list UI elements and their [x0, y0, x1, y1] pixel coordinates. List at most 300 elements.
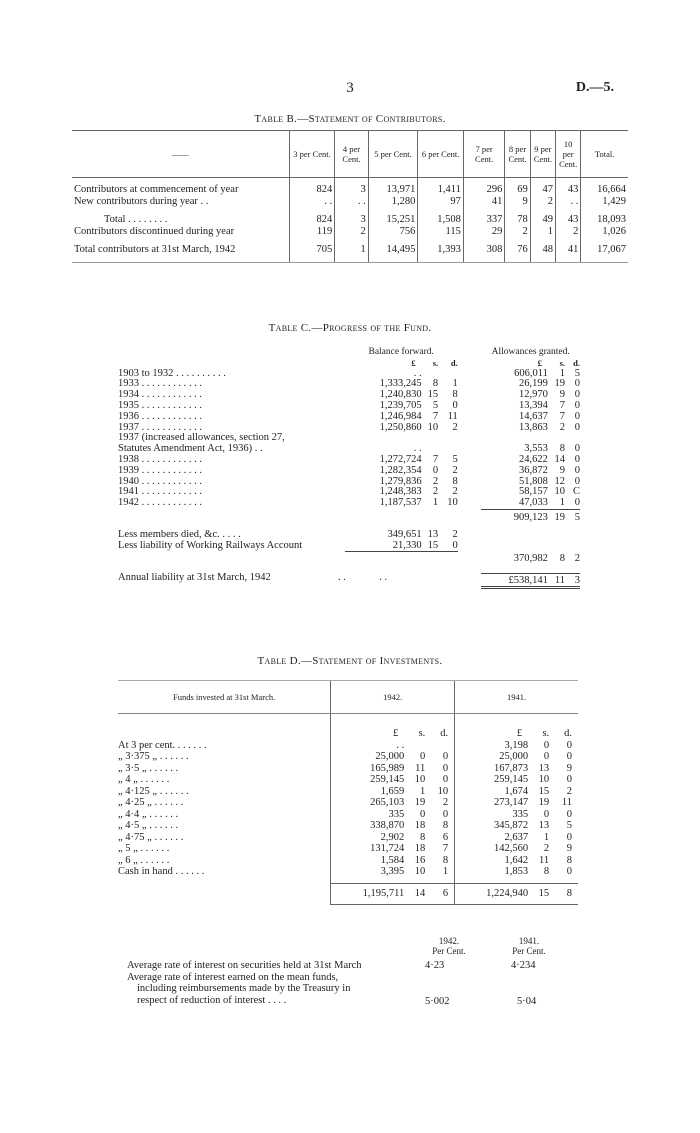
table-row [118, 466, 580, 477]
table-row [72, 184, 628, 196]
cell: 29 [463, 226, 505, 238]
less-total-pounds: 370,982 [513, 552, 548, 564]
cell: 335 [455, 809, 529, 821]
cell: 1,240,830 [379, 389, 422, 401]
cell: 41 [556, 244, 581, 263]
cell: 15,251 [368, 214, 418, 226]
cell: 705 [289, 244, 335, 263]
cell: 2 [335, 226, 368, 238]
row-label: „ 4·125 „ . . . . . . [118, 785, 189, 797]
cell: 78 [505, 214, 530, 226]
cell: . . [335, 196, 368, 208]
table-row [118, 832, 578, 844]
cell: 0 [452, 539, 458, 551]
cell: 19 [538, 797, 550, 808]
cell: 13,971 [368, 184, 418, 196]
annual-liability-pence: 3 [565, 573, 580, 588]
cell: 24,622 [519, 453, 548, 465]
table-row [118, 573, 580, 588]
cell: 14,637 [519, 410, 548, 422]
cell: 167,873 [455, 763, 529, 775]
row-label: „ 4·4 „ . . . . . . [118, 808, 179, 820]
cell: 3,198 [455, 740, 529, 752]
rate-1942: 4·23 [425, 960, 445, 971]
rates-header-1941-unit: Per Cent. [512, 946, 546, 956]
rate-1941: 4·234 [511, 960, 536, 971]
table-row [118, 866, 578, 878]
cell [422, 433, 438, 444]
cell: 49 [530, 214, 555, 226]
cell: 9 [559, 464, 565, 476]
total-1942-pounds: 1,195,711 [331, 884, 405, 905]
cell: 7 [559, 399, 565, 411]
unit-pounds: £ [331, 728, 405, 740]
cell: 1,187,537 [379, 497, 422, 509]
rate-1941: 5·04 [517, 995, 537, 1007]
rate-label: Average rate of interest earned on the mean funds, [127, 971, 339, 983]
cell: 1,272,724 [379, 453, 422, 465]
cell: 11 [447, 410, 458, 422]
unit-pence: d. [450, 357, 458, 368]
row-label: New contributors during year . . [74, 196, 209, 207]
cell: 8 [420, 831, 426, 843]
cell: 13,863 [519, 421, 548, 433]
total-1942-pence: 6 [425, 884, 454, 905]
cell: 0 [566, 751, 572, 762]
unit-shillings: s. [542, 728, 550, 739]
annual-liability-balance: . . [379, 572, 388, 584]
cell: 18 [414, 820, 426, 831]
cell: 2 [432, 486, 439, 498]
unit-pence: d. [573, 357, 580, 368]
rate-label: including reimbursements made by the Treasury in [137, 983, 351, 994]
row-label: 1937 . . . . . . . . . . . . [118, 421, 202, 433]
cell: 273,147 [455, 797, 529, 809]
table-row [118, 541, 580, 552]
cell [345, 433, 422, 444]
table-row [118, 763, 578, 775]
cell: 9 [566, 843, 572, 854]
cell: 36,872 [519, 464, 548, 476]
table-row [72, 196, 628, 208]
table-row [118, 498, 580, 509]
row-label: „ 3·375 „ . . . . . . [118, 751, 189, 762]
annual-liability-pounds: £538,141 [481, 573, 547, 588]
cell: 1,853 [455, 866, 529, 878]
cell: 3 [335, 214, 368, 226]
table-b-header-9pc: 9 per Cent. [530, 131, 555, 178]
cell: 43 [556, 214, 581, 226]
cell: 1 [559, 497, 565, 509]
unit-shillings: s. [559, 357, 565, 368]
unit-pounds: £ [537, 357, 542, 368]
table-row [118, 740, 578, 752]
row-label: 1934 . . . . . . . . . . . . [118, 389, 202, 401]
cell: 2 [432, 475, 439, 487]
row-label: Less liability of Working Railways Account [118, 539, 303, 551]
cell: 10 [538, 774, 550, 785]
row-label: 1933 . . . . . . . . . . . . [118, 378, 202, 390]
cell: 131,724 [331, 843, 405, 855]
cell: 5 [574, 367, 580, 379]
cell: 58,157 [519, 486, 548, 498]
cell: 10 [414, 774, 426, 785]
annual-liability-shillings: 11 [548, 573, 565, 588]
cell: . . [289, 196, 335, 208]
cell: 2 [442, 797, 449, 808]
cell: 2,902 [331, 832, 405, 844]
table-b-header-5pc: 5 per Cent. [368, 131, 418, 178]
cell: 17,067 [581, 244, 628, 263]
cell: 3 [335, 184, 368, 196]
cell: 10 [437, 785, 449, 797]
cell: 15 [538, 785, 550, 797]
cell: 2 [505, 226, 530, 238]
unit-pounds: £ [455, 728, 529, 740]
table-d-investments [118, 680, 578, 905]
table-b-header-7pc: 7 per Cent. [463, 131, 505, 178]
table-row [72, 226, 628, 238]
cell [438, 433, 458, 444]
cell: 5 [452, 453, 458, 465]
table-b-caption-prefix: Table B. [254, 113, 298, 125]
cell: 2 [452, 421, 458, 433]
total-1941-pounds: 1,224,940 [455, 884, 529, 905]
cell: 1,248,383 [379, 486, 422, 498]
cell [404, 740, 425, 752]
cell: 0 [442, 751, 449, 762]
row-label: Total contributors at 31st March, 1942 [72, 244, 289, 263]
cell: 1,239,705 [379, 399, 422, 411]
cell: 5 [432, 399, 439, 411]
table-row [118, 797, 578, 809]
cell: 1 [543, 831, 550, 843]
row-label: „ 3·5 „ . . . . . . [118, 762, 179, 774]
cell: 41 [463, 196, 505, 208]
row-label: 1942 . . . . . . . . . . . . [118, 497, 202, 509]
table-b-caption [0, 113, 700, 125]
cell: 1,429 [581, 196, 628, 208]
total-1941-shillings: 15 [528, 884, 549, 905]
cell: 7 [432, 453, 439, 465]
cell: 8 [566, 854, 572, 866]
cell: 6 [442, 831, 449, 843]
annual-liability-label: Annual liability at 31st March, 1942 [118, 572, 271, 584]
cell: 1 [559, 367, 565, 379]
cell: 13 [538, 762, 550, 774]
cell: 0 [574, 378, 580, 390]
table-d-header-1941: 1941. [455, 681, 578, 714]
cell: 2 [543, 843, 550, 854]
cell: 308 [463, 244, 505, 263]
cell: 0 [574, 443, 580, 455]
rate-label: respect of reduction of interest . . . . [137, 994, 287, 1006]
cell: 0 [566, 739, 572, 751]
cell: 13 [427, 528, 439, 540]
rate-label: Average rate of interest on securities held at 31st March [127, 960, 362, 971]
cell [425, 740, 454, 752]
row-label: 1937 (increased allowances, section 27, [118, 432, 285, 444]
cell: 8 [452, 475, 458, 487]
row-label: „ 5 „ . . . . . . [118, 843, 170, 854]
table-b-caption-title: —Statement of Contributors. [297, 113, 446, 125]
row-label: „ 4·75 „ . . . . . . [118, 831, 184, 843]
cell: 15 [427, 539, 439, 551]
cell: 11 [561, 797, 572, 808]
cell: 1,642 [455, 855, 529, 867]
cell: 0 [574, 421, 580, 433]
cell: 43 [556, 184, 581, 196]
cell: 1 [452, 378, 458, 390]
rates-header-1941: 1941. [518, 936, 540, 946]
row-label: „ 4·5 „ . . . . . . [118, 820, 179, 831]
cell: 349,651 [387, 528, 422, 540]
row-label: 1935 . . . . . . . . . . . . [118, 399, 202, 411]
cell: 9 [566, 762, 572, 774]
cell: 9 [559, 389, 565, 401]
cell: 0 [566, 831, 572, 843]
row-label: Contributors discontinued during year [74, 226, 235, 237]
cell: 1,584 [331, 855, 405, 867]
table-row [118, 530, 580, 541]
cell: 2 [559, 421, 565, 433]
cell: 1,280 [368, 196, 418, 208]
cell: 16,664 [581, 184, 628, 196]
allowances-total-pounds: 909,123 [481, 509, 547, 523]
row-label: Contributors at commencement of year [74, 184, 239, 195]
cell: 13,394 [519, 399, 548, 411]
cell: 25,000 [455, 751, 529, 763]
cell: 2 [566, 785, 572, 797]
table-d-caption-title: —Statement of Investments. [300, 655, 443, 667]
cell: 1,508 [418, 214, 464, 226]
table-c-caption [0, 322, 700, 334]
cell: 26,199 [519, 378, 548, 390]
table-b-stub-header: —— [72, 131, 289, 178]
unit-pence: d. [440, 728, 449, 739]
cell: 0 [420, 808, 426, 820]
cell: 119 [289, 226, 335, 238]
table-b-header-3pc: 3 per Cent. [289, 131, 335, 178]
table-b-header-row [72, 131, 628, 178]
cell: 0 [543, 808, 550, 820]
cell: . . [413, 443, 422, 455]
rates-header-1942: 1942. [438, 936, 460, 946]
cell: 1 [420, 785, 426, 797]
cell: 8 [452, 389, 458, 401]
cell: 97 [418, 196, 464, 208]
cell: 265,103 [331, 797, 405, 809]
cell: 12 [554, 475, 565, 487]
cell: 0 [442, 808, 449, 820]
cell: 0 [442, 762, 449, 774]
cell: . . [413, 367, 422, 379]
cell: 1,659 [331, 786, 405, 798]
cell: 337 [463, 214, 505, 226]
table-b-header-6pc: 6 per Cent. [418, 131, 464, 178]
cell: 2,637 [455, 832, 529, 844]
table-d-header-1942: 1942. [331, 681, 455, 714]
table-b-header-10pc: 10 per Cent. [556, 131, 581, 178]
cell: 824 [289, 214, 335, 226]
cell: 10 [414, 866, 426, 877]
cell: 1,674 [455, 786, 529, 798]
table-row [118, 809, 578, 821]
row-label: 1936 . . . . . . . . . . . . [118, 410, 202, 422]
total-1941-pence: 8 [549, 884, 578, 905]
cell: 69 [505, 184, 530, 196]
cell: 0 [543, 739, 550, 751]
cell: 0 [452, 399, 458, 411]
cell: 19 [414, 797, 426, 808]
cell: 8 [442, 854, 449, 866]
rate-row [127, 972, 567, 1007]
row-label: 1940 . . . . . . . . . . . . [118, 475, 202, 487]
cell: 11 [415, 762, 426, 774]
cell: 16 [414, 854, 426, 866]
table-d-caption-prefix: Table D. [257, 655, 301, 667]
cell: 1,333,245 [379, 378, 422, 390]
cell: 0 [566, 866, 572, 877]
less-total-pence: 2 [574, 552, 580, 564]
cell: 3,395 [331, 866, 405, 878]
table-row [118, 786, 578, 798]
row-label: Total . . . . . . . . [104, 214, 168, 225]
row-label: Cash in hand . . . . . . [118, 866, 205, 877]
cell: 10 [447, 497, 458, 509]
cell: 259,145 [455, 774, 529, 786]
cell: 14 [554, 453, 565, 465]
cell: 1 [530, 226, 555, 238]
cell: 15 [427, 389, 439, 401]
cell: 48 [530, 244, 555, 263]
cell: 2 [452, 464, 458, 476]
table-row [118, 855, 578, 867]
cell: 11 [539, 854, 550, 866]
cell: 1,411 [418, 184, 464, 196]
allowances-total-pence: 5 [565, 509, 580, 523]
cell: . . [556, 196, 581, 208]
cell: 756 [368, 226, 418, 238]
total-1942-shillings: 14 [404, 884, 425, 905]
cell: 0 [574, 389, 580, 401]
annual-liability-dots: . . [338, 572, 346, 584]
cell: 21,330 [392, 539, 422, 551]
cell: 115 [418, 226, 464, 238]
row-label: 1903 to 1932 . . . . . . . . . . [118, 367, 226, 379]
cell: 0 [432, 464, 439, 476]
cell: 1,282,354 [379, 464, 422, 476]
table-row [72, 244, 628, 263]
table-row [72, 214, 628, 226]
cell: 0 [574, 497, 580, 509]
unit-shillings: s. [418, 728, 426, 739]
table-row [118, 843, 578, 855]
table-c-header-allowances: Allowances granted. [491, 347, 570, 357]
cell: 0 [574, 475, 580, 487]
cell: 335 [331, 809, 405, 821]
cell: 8 [559, 443, 565, 455]
interest-rates [127, 936, 567, 1006]
cell: 1 [432, 497, 439, 509]
cell: 25,000 [331, 751, 405, 763]
cell: 1,026 [581, 226, 628, 238]
cell: 1,393 [418, 244, 464, 263]
cell: 8 [442, 820, 449, 831]
cell: 8 [432, 378, 439, 390]
cell: 0 [566, 808, 572, 820]
cell: 10 [554, 486, 565, 498]
cell: 1 [335, 244, 368, 263]
table-b-header-total: Total. [581, 131, 628, 178]
cell: 2 [556, 226, 581, 238]
cell: 165,989 [331, 763, 405, 775]
rate-1942: 5·002 [425, 995, 450, 1007]
cell: . . [331, 740, 405, 752]
cell: 18 [414, 843, 426, 854]
cell: 1 [442, 866, 449, 877]
cell: 259,145 [331, 774, 405, 786]
unit-pounds: £ [411, 357, 416, 368]
rates-header-1942-unit: Per Cent. [432, 946, 466, 956]
cell: 2 [452, 528, 458, 540]
row-label: „ 6 „ . . . . . . [118, 854, 170, 866]
table-d-header-funds: Funds invested at 31st March. [118, 681, 331, 714]
cell: 2 [530, 196, 555, 208]
cell: 1,246,984 [379, 410, 422, 422]
cell: 18,093 [581, 214, 628, 226]
cell: 606,011 [514, 367, 548, 379]
cell: 76 [505, 244, 530, 263]
cell: 0 [566, 774, 572, 785]
cell: 345,872 [455, 820, 529, 832]
cell: 19 [554, 378, 565, 390]
document-reference: D.—5. [575, 80, 614, 95]
table-c-header-balance: Balance forward. [368, 347, 434, 357]
cell: 1,279,836 [379, 475, 422, 487]
row-label: „ 4 „ . . . . . . [118, 774, 170, 785]
rate-row [127, 960, 567, 972]
cell: 14,495 [368, 244, 418, 263]
cell: C [572, 486, 580, 498]
cell: 3,553 [524, 443, 548, 455]
unit-shillings: s. [432, 357, 439, 368]
unit-pence: d. [564, 728, 572, 739]
cell: 9 [505, 196, 530, 208]
row-label: 1941 . . . . . . . . . . . . [118, 486, 202, 498]
cell: 0 [574, 399, 580, 411]
row-label: Less members died, &c. . . . . [118, 528, 241, 540]
cell: 12,970 [519, 389, 548, 401]
cell: 0 [543, 751, 550, 762]
cell: 13 [538, 820, 550, 831]
row-label: 1938 . . . . . . . . . . . . [118, 453, 202, 465]
cell: 8 [543, 866, 550, 877]
row-label: 1939 . . . . . . . . . . . . [118, 464, 202, 476]
row-label: At 3 per cent. . . . . . . [118, 739, 207, 751]
page-number: 3 [346, 80, 354, 96]
row-label: Statutes Amendment Act, 1936) . . [118, 443, 263, 455]
table-row [118, 774, 578, 786]
cell: 338,870 [331, 820, 405, 832]
cell: 824 [289, 184, 335, 196]
table-d-caption [0, 655, 700, 667]
cell: 5 [566, 820, 572, 831]
cell: 0 [574, 464, 580, 476]
cell: 0 [574, 453, 580, 465]
cell: 47 [530, 184, 555, 196]
cell: 7 [442, 843, 449, 854]
